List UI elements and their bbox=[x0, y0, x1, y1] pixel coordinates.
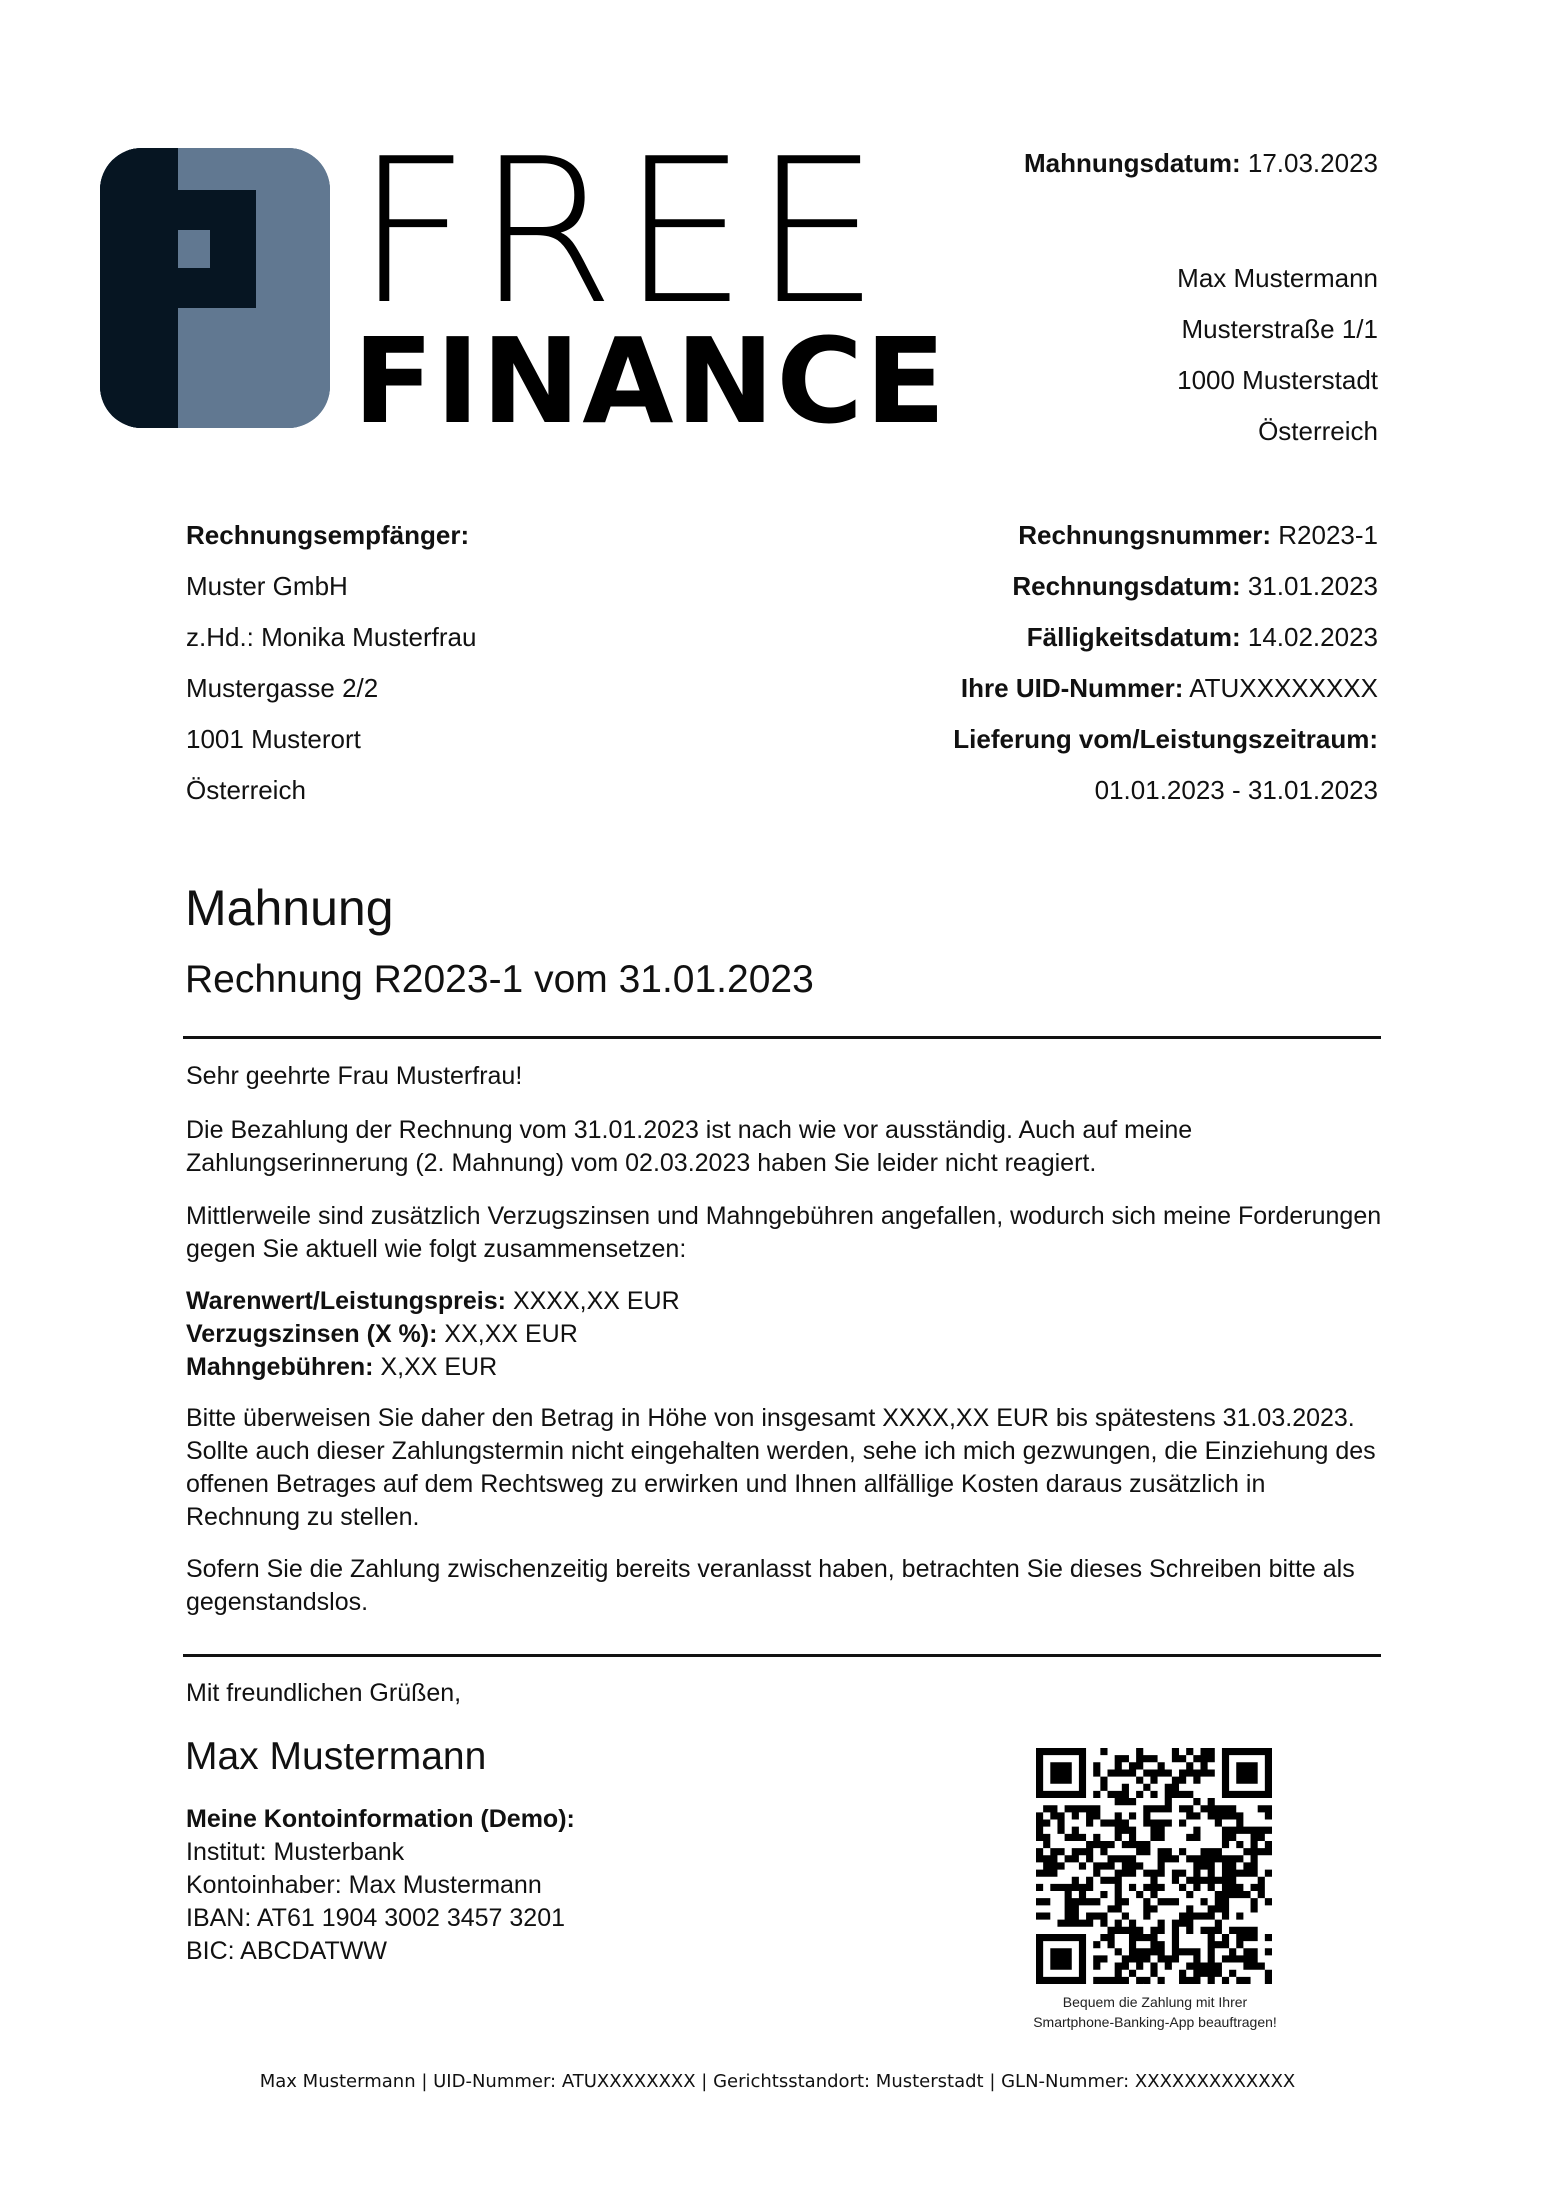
due-date bbox=[678, 620, 1378, 671]
amount-value: XX,XX EUR bbox=[444, 1320, 578, 1348]
sender-address bbox=[778, 261, 1378, 465]
company-logo bbox=[100, 116, 948, 450]
qr-caption bbox=[1005, 1992, 1305, 2032]
amount-value: XXXX,XX EUR bbox=[512, 1287, 680, 1315]
recipient-line: z.Hd.: Monika Musterfrau bbox=[186, 622, 477, 652]
logo-f-letter-icon bbox=[100, 148, 330, 428]
due-date-value: 14.02.2023 bbox=[1247, 622, 1378, 652]
amount-row bbox=[186, 1351, 1386, 1384]
recipient-line: 1001 Musterort bbox=[186, 724, 361, 754]
bank-line: IBAN: AT61 1904 3002 3457 3201 bbox=[186, 1904, 566, 1932]
recipient-line: Österreich bbox=[186, 775, 306, 805]
qr-caption-line: Smartphone-Banking-App beauftragen! bbox=[1033, 2014, 1277, 2030]
logo-text-free: FREE bbox=[355, 116, 886, 349]
bank-info bbox=[186, 1803, 886, 1968]
sender-line: Musterstraße 1/1 bbox=[1181, 314, 1378, 344]
reminder-date-label: Mahnungsdatum: bbox=[1023, 148, 1241, 178]
sender-line: Max Mustermann bbox=[1177, 263, 1378, 293]
invoice-date-label: Rechnungsdatum: bbox=[1012, 571, 1241, 601]
due-date-label: Fälligkeitsdatum: bbox=[1026, 622, 1241, 652]
uid-number-value: ATUXXXXXXXX bbox=[1189, 673, 1378, 703]
amount-row bbox=[186, 1318, 1386, 1351]
paragraph-2: Mittlerweile sind zusätzlich Verzugszinsen und Mahngebühren angefallen, wodurch sich meine Forderungen gegen Sie aktuell wie folgt zusammensetzen: bbox=[186, 1202, 1382, 1263]
reminder-date bbox=[778, 146, 1378, 180]
paragraph-4: Sofern Sie die Zahlung zwischenzeitig bereits veranlasst haben, betrachten Sie dieses Schreiben bitte als gegenstandslos. bbox=[186, 1555, 1355, 1616]
sender-line: 1000 Musterstadt bbox=[1177, 365, 1378, 395]
amount-label: Warenwert/Leistungspreis: bbox=[186, 1287, 506, 1315]
service-period-label: Lieferung vom/Leistungszeitraum: bbox=[953, 724, 1378, 754]
sender-line: Österreich bbox=[1258, 416, 1378, 446]
recipient-line: Muster GmbH bbox=[186, 571, 348, 601]
amount-value: X,XX EUR bbox=[380, 1353, 498, 1381]
divider-top bbox=[183, 1036, 1381, 1039]
service-period-value: 01.01.2023 - 31.01.2023 bbox=[1094, 775, 1378, 805]
payment-qr-code bbox=[1036, 1748, 1272, 1984]
invoice-date-value: 31.01.2023 bbox=[1247, 571, 1378, 601]
amount-label: Verzugszinsen (X %): bbox=[186, 1320, 438, 1348]
paragraph-1: Die Bezahlung der Rechnung vom 31.01.2023 ist nach wie vor ausständig. Auch auf meine Zahlungserinnerung (2. Mahnung) vom 02.03.2023 haben Sie leider nicht reagiert. bbox=[186, 1116, 1193, 1177]
qr-caption-line: Bequem die Zahlung mit Ihrer bbox=[1062, 1994, 1248, 2010]
recipient-label: Rechnungsempfänger: bbox=[186, 520, 470, 550]
paragraph-3: Bitte überweisen Sie daher den Betrag in Höhe von insgesamt XXXX,XX EUR bis spätestens 31.03.2023. Sollte auch dieser Zahlungstermin nicht eingehalten werden, sehe ich mich gezwungen, die Einziehung des offenen Betrages auf dem Rechtsweg zu erwirken und Ihnen allfällige Kosten daraus zusätzlich in Rechnung zu stellen. bbox=[186, 1404, 1376, 1531]
signature-name: Max Mustermann bbox=[185, 1735, 487, 1778]
bank-line: Kontoinhaber: Max Mustermann bbox=[186, 1871, 542, 1899]
closing-greeting: Mit freundlichen Grüßen, bbox=[186, 1679, 462, 1707]
reminder-date-value: 17.03.2023 bbox=[1247, 148, 1378, 178]
uid-number bbox=[678, 671, 1378, 722]
qr-finder-pattern bbox=[1036, 1748, 1086, 1798]
invoice-number-value: R2023-1 bbox=[1278, 520, 1378, 550]
qr-finder-pattern bbox=[1036, 1934, 1086, 1984]
bank-line: BIC: ABCDATWW bbox=[186, 1937, 387, 1965]
invoice-number-label: Rechnungsnummer: bbox=[1018, 520, 1272, 550]
bank-line: Institut: Musterbank bbox=[186, 1838, 405, 1866]
bank-info-label: Meine Kontoinformation (Demo): bbox=[186, 1805, 575, 1833]
invoice-number bbox=[678, 518, 1378, 569]
amount-label: Mahngebühren: bbox=[186, 1353, 374, 1381]
qr-finder-pattern bbox=[1222, 1748, 1272, 1798]
page-footer: Max Mustermann | UID-Nummer: ATUXXXXXXXX | Gerichtsstandort: Musterstadt | GLN-Nummer: XXXXXXXXXXXXX bbox=[259, 2071, 1296, 2092]
service-period bbox=[678, 722, 1378, 773]
invoice-date bbox=[678, 569, 1378, 620]
page-subtitle: Rechnung R2023-1 vom 31.01.2023 bbox=[185, 958, 814, 1001]
salutation: Sehr geehrte Frau Musterfrau! bbox=[186, 1062, 523, 1090]
invoice-info bbox=[678, 518, 1378, 824]
recipient-line: Mustergasse 2/2 bbox=[186, 673, 379, 703]
page-title: Mahnung bbox=[185, 880, 394, 936]
logo-text-finance: FINANCE bbox=[353, 312, 948, 450]
divider-bottom bbox=[183, 1654, 1381, 1657]
uid-number-label: Ihre UID-Nummer: bbox=[960, 673, 1184, 703]
amount-row bbox=[186, 1285, 1386, 1318]
amounts-list bbox=[186, 1285, 1386, 1384]
